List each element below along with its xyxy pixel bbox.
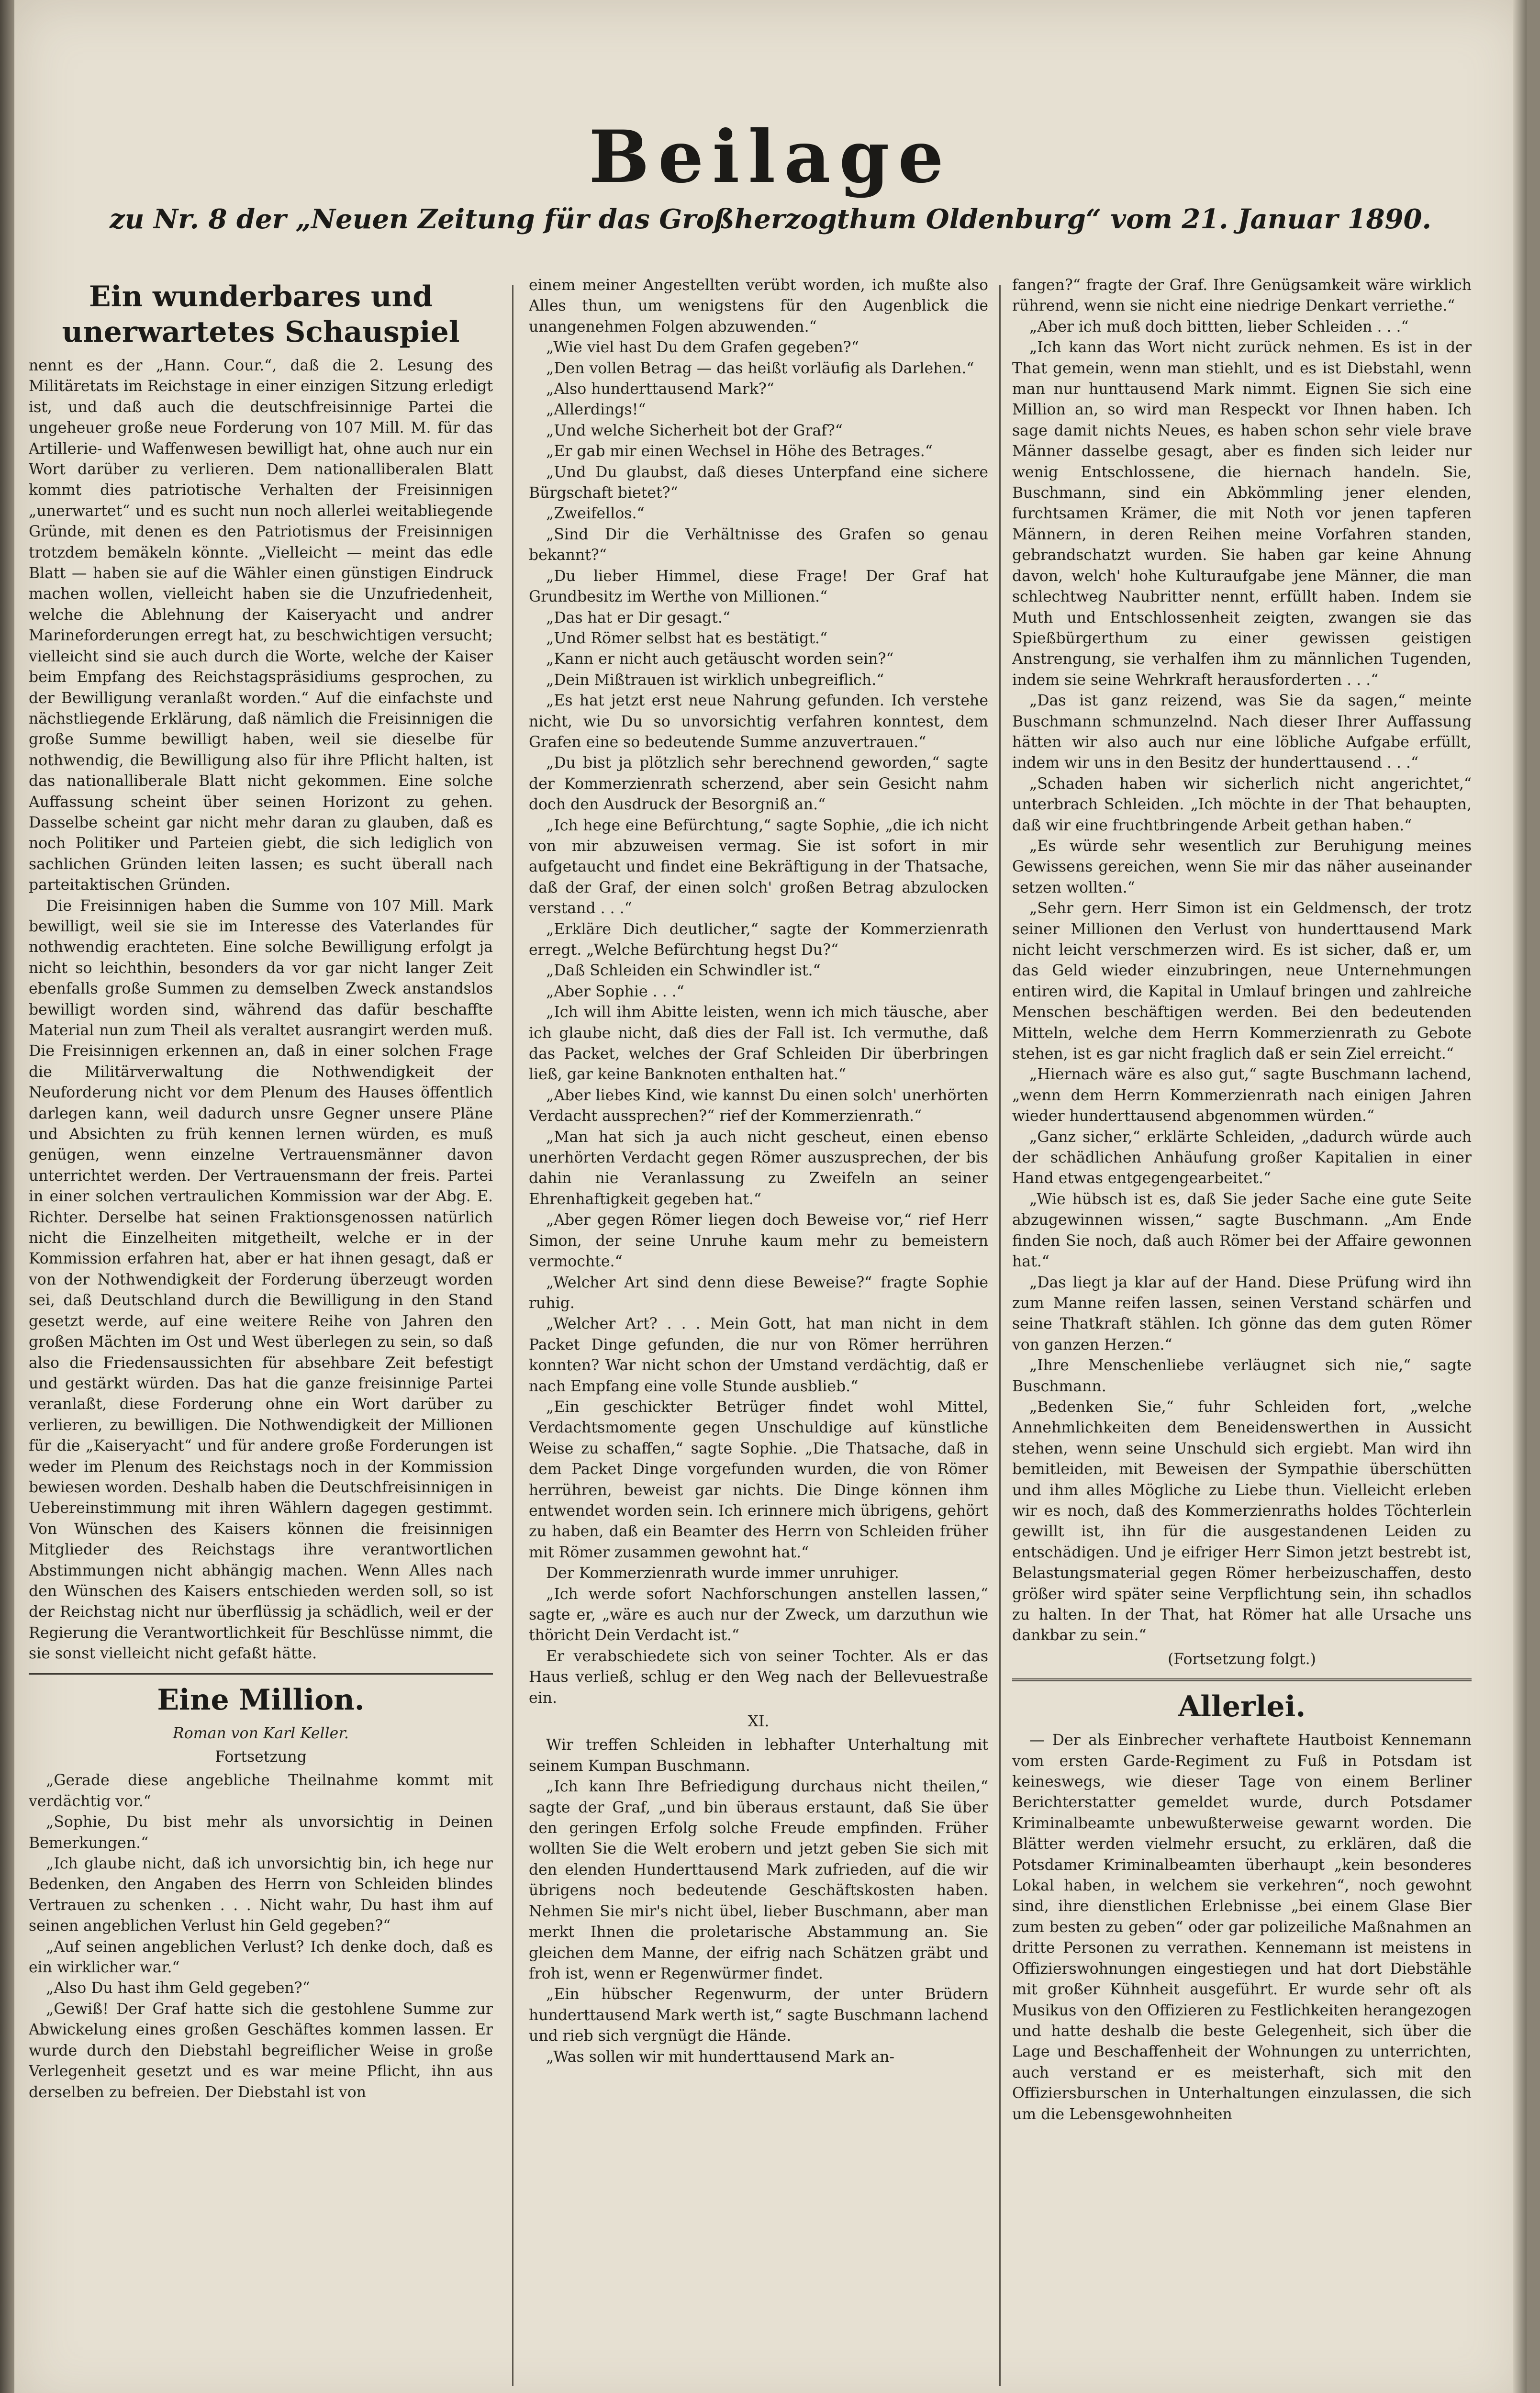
paragraph: „Wie hübsch ist es, daß Sie jeder Sache eine gute Seite abzugewinnen wissen,“ sagte Buschmann. „Am Ende finden Sie noch, daß auch Römer bei der Affaire gewonnen hat.“ [1012, 1190, 1472, 1271]
paragraph: „Aber liebes Kind, wie kannst Du einen solch' unerhörten Verdacht aussprechen?“ rief der Kommerzienrath.“ [529, 1086, 988, 1125]
chapter-number: XI. [748, 1713, 770, 1731]
paragraph: „Ich glaube nicht, daß ich unvorsichtig bin, ich hege nur Bedenken, den Angaben des Herrn von Schleiden blindes Vertrauen zu schenken . . . Nicht wahr, Du hast ihm auf seinen angeblichen Verlust hin Geld gegeben?“ [29, 1855, 493, 1935]
paragraph: einem meiner Angestellten verübt worden, ich mußte also Alles thun, um wenigstens für den Augenblick die unangenehmen Folgen abzuwenden.“ [529, 277, 988, 335]
binding-edge [0, 0, 14, 2393]
paragraph: „Den vollen Betrag — das heißt vorläufig als Darlehen.“ [546, 359, 974, 377]
paragraph: „Welcher Art sind denn diese Beweise?“ fragte Sophie ruhig. [529, 1274, 988, 1312]
column-2 [529, 275, 988, 2391]
column-rule-2 [999, 285, 1001, 2386]
paragraph: „Das ist ganz reizend, was Sie da sagen,“ meinte Buschmann schmunzelnd. Nach dieser Ihrer Auffassung hätten wir also auch nur eine löbliche Aufgabe erfüllt, indem wir uns in den Besitz der hunderttausend . . .“ [1012, 692, 1472, 772]
paragraph: „Was sollen wir mit hunderttausend Mark an- [546, 2048, 895, 2066]
paragraph: — Der als Einbrecher verhaftete Hautboist Kennemann vom ersten Garde-Regiment zu Fuß in Potsdam ist keineswegs, wie dieser Tage von einem Berliner Berichterstatter gemeldet wurde, durch Potsdamer Kriminalbeamte unbewußterweise gewarnt worden. Die Blätter werden vielmehr ersucht, zu erklären, daß die Potsdamer Kriminalbeamten überhaupt „kein besonderes Lokal haben, in welchem sie verkehren“, noch gewohnt sind, ihre dienstlichen Erlebnisse „bei einem Glase Bier zum besten zu geben“ oder gar polizeiliche Maßnahmen an dritte Personen zu verrathen. Kennemann ist meistens in Offizierswohnungen eingestiegen und hat dort Diebstähle mit großer Kühnheit ausgeführt. Er wurde sehr oft als Musikus von den Offizieren zu Festlichkeiten herangezogen und hatte deshalb die beste Gelegenheit, sich über die Lage und Beschaffenheit der Wohnungen zu unterrichten, auch verstand er es meisterhaft, sich mit den Offiziersburschen in Unterhaltungen einzulassen, die sich um die Lebensgewohnheiten [1012, 1732, 1472, 2123]
paragraph: „Ich werde sofort Nachforschungen anstellen lassen,“ sagte er, „wäre es auch nur der Zweck, um darzuthun wie thöricht Dein Verdacht ist.“ [529, 1585, 988, 1644]
paragraph: „Kann er nicht auch getäuscht worden sein?“ [546, 650, 894, 668]
article-title: Ein wunderbares und unerwartetes Schauspiel [62, 280, 460, 349]
paragraph: „Gewiß! Der Graf hatte sich die gestohlene Summe zur Abwickelung eines großen Geschäftes kommen lassen. Er wurde durch den Diebstahl begreiflicher Weise in große Verlegenheit gesetzt und es war meine Pflicht, ihn aus derselben zu befreien. Der Diebstahl ist von [29, 2000, 493, 2101]
paragraph: „Wie viel hast Du dem Grafen gegeben?“ [546, 339, 859, 357]
paragraph: „Ich will ihm Abitte leisten, wenn ich mich täusche, aber ich glaube nicht, daß dies der Fall ist. Ich vermuthe, daß das Packet, welches der Graf Schleiden Dir überbringen ließ, gar keine Banknoten enthalten hat.“ [529, 1004, 988, 1084]
paragraph: fangen?“ fragte der Graf. Ihre Genügsamkeit wäre wirklich rührend, wenn sie nicht eine niedrige Denkart verriethe.“ [1012, 277, 1472, 315]
paragraph: „Hiernach wäre es also gut,“ sagte Buschmann lachend, „wenn dem Herrn Kommerzienrath nach einigen Jahren wieder hunderttausend abgenommen würden.“ [1012, 1066, 1472, 1125]
paragraph: „Ich kann Ihre Befriedigung durchaus nicht theilen,“ sagte der Graf, „und bin überaus erstaunt, daß Sie über den geringen Erfolg solche Freude empfinden. Früher wollten Sie die Welt erobern und jetzt geben Sie sich mit den elenden Hunderttausend Mark zufrieden, auf die wir übrigens noch bedeutende Geschäftskosten haben. Nehmen Sie mir's nicht übel, lieber Buschmann, aber man merkt Ihnen die proletarische Abstammung an. Sie gleichen dem Manne, der eifrig nach Schätzen gräbt und froh ist, wenn er Regenwürmer findet. [529, 1778, 988, 1982]
page-edge [1513, 0, 1527, 2393]
paragraph: „Du lieber Himmel, diese Frage! Der Graf hat Grundbesitz im Werthe von Millionen.“ [529, 567, 988, 606]
article-title: Allerlei. [1178, 1690, 1306, 1724]
paragraph: „Ihre Menschenliebe verläugnet sich nie,“ sagte Buschmann. [1012, 1357, 1472, 1395]
paragraph: Die Freisinnigen haben die Summe von 107 Mill. Mark bewilligt, weil sie sie im Interesse des Vaterlandes für nothwendig erachteten. Eine solche Bewilligung erfolgt ja nicht so leichthin, besonders da vor gar nicht langer Zeit ebenfalls große Summen zu demselben Zweck anstandslos bewilligt worden sind, während das dafür beschaffte Material nun zum Theil als veraltet ausrangirt werden muß. Die Freisinnigen erkennen an, daß in einer solchen Frage die Militärverwaltung die Nothwendigkeit der Neuforderung nicht vor dem Plenum des Hauses öffentlich darlegen kann, weil dadurch unsre Gegner unsere Pläne und Absichten zu früh kennen lernen würden, es muß genügen, wenn einzelne Vertrauensmänner davon unterrichtet werden. Der Vertrauensmann der freis. Partei in einer solchen vertraulichen Kommission war der Abg. E. Richter. Derselbe hat seinen Fraktionsgenossen natürlich nicht die Einzelheiten mitgetheilt, welche er in der Kommission erfahren hat, aber er hat ihnen gesagt, daß er von der Nothwendigkeit der Forderung überzeugt worden sei, daß Deutschland durch die Bewilligung in den Stand gesetzt werde, auf eine weitere Reihe von Jahren den großen Mächten im Ost und West überlegen zu sein, so daß also die Friedensaussichten für absehbare Zeit befestigt und gestärkt würden. Das hat die ganze freisinnige Partei veranlaßt, diese Forderung ohne ein Wort darüber zu verlieren, zu bewilligen. Die Nothwendigkeit der Millionen für die „Kaiseryacht“ und für andere große Forderungen ist weder im Plenum des Reichstags noch in der Kommission bewiesen worden. Deshalb haben die Deutschfreisinnigen in Uebereinstimmung mit ihren Wählern dagegen gestimmt. Von Wünschen des Kaisers können die freisinnigen Mitglieder des Reichstags ihre verantwortlichen Abstimmungen nicht abhängig machen. Wenn Alles nach den Wünschen des Kaisers entschieden werden soll, so ist der Reichstag nicht nur überflüssig ja schädlich, weil er der Regierung die Verantwortlichkeit für Beschlüsse nimmt, die sie sonst vielleicht nicht gefaßt hätte. [29, 897, 493, 1663]
paragraph: „Das hat er Dir gesagt.“ [546, 609, 731, 626]
paragraph: „Es hat jetzt erst neue Nahrung gefunden. Ich verstehe nicht, wie Du so unvorsichtig verfahren konntest, dem Grafen eine so bedeutende Summe anzuvertrauen.“ [529, 692, 988, 751]
to-be-continued: (Fortsetzung folgt.) [1168, 1650, 1316, 1668]
paragraph: „Und welche Sicherheit bot der Graf?“ [546, 422, 843, 439]
column-3 [1012, 275, 1472, 2391]
paragraph: „Daß Schleiden ein Schwindler ist.“ [546, 962, 821, 980]
paragraph: „Welcher Art? . . . Mein Gott, hat man nicht in dem Packet Dinge gefunden, die nur von Römer herrühren konnten? War nicht schon der Umstand verdächtig, daß er nach Empfang eine volle Stunde ausblieb.“ [529, 1315, 988, 1395]
masthead-title: Beilage [589, 115, 952, 199]
paragraph: „Man hat sich ja auch nicht gescheut, einen ebenso unerhörten Verdacht gegen Römer auszusprechen, der bis dahin nie Veranlassung zu Zweifeln an seiner Ehrenhaftigkeit gegeben hat.“ [529, 1128, 988, 1208]
column-rule-1 [512, 285, 513, 2386]
paragraph: „Es würde sehr wesentlich zur Beruhigung meines Gewissens gereichen, wenn Sie mir das näher auseinander setzen wollten.“ [1012, 837, 1472, 896]
paragraph: „Sind Dir die Verhältnisse des Grafen so genau bekannt?“ [529, 526, 988, 564]
paragraph: „Also Du hast ihm Geld gegeben?“ [46, 1979, 310, 1997]
paragraph: Der Kommerzienrath wurde immer unruhiger. [546, 1565, 899, 1582]
paragraph: nennt es der „Hann. Cour.“, daß die 2. Lesung des Militäretats im Reichstage in einer einzigen Sitzung erledigt ist, und daß auch die deutschfreisinnige Partei die ungeheuer große neue Forderung von 107 Mill. M. für das Artillerie- und Waffenwesen bewilligt hat, ohne auch nur ein Wort darüber zu verlieren. Dem nationalliberalen Blatt kommt dies patriotische Verhalten der Freisinnigen „unerwartet“ und es sucht nun noch allerlei weitabliegende Gründe, mit denen es den Patriotismus der Freisinnigen trotzdem bemäkeln könnte. „Vielleicht — meint das edle Blatt — haben sie auf die Wähler einen günstigen Eindruck machen wollen, vielleicht haben sie die Unzufriedenheit, welche die Ablehnung der Kaiseryacht und andrer Marineforderungen erregt hat, zu beschwichtigen versucht; vielleicht sind sie auch durch die Worte, welche der Kaiser beim Empfang des Reichstagspräsidiums gesprochen, zu der Bewilligung veranlaßt worden.“ Auf die einfachste und nächstliegende Erklärung, daß nämlich die Freisinnigen die große Summe bewilligt haben, weil sie dieselbe für nothwendig, die Bewilligung also für ihre Pflicht halten, ist das nationalliberale Blatt nicht gekommen. Eine solche Auffassung scheint über seinen Horizont zu gehen. Dasselbe scheint gar nicht mehr daran zu glauben, daß es noch Politiker und Parteien giebt, die sich lediglich von sachlichen Gründen leiten lassen; es sucht überall nach parteitaktischen Gründen. [29, 357, 493, 894]
paragraph: „Auf seinen angeblichen Verlust? Ich denke doch, daß es ein wirklicher war.“ [29, 1938, 493, 1977]
paragraph: „Er gab mir einen Wechsel in Höhe des Betrages.“ [546, 443, 933, 460]
newspaper-page [14, 0, 1527, 2393]
paragraph: „Das liegt ja klar auf der Hand. Diese Prüfung wird ihn zum Manne reifen lassen, seinen Verstand schärfen und seine Thatkraft stählen. Ich gönne das dem guten Römer von ganzen Herzen.“ [1012, 1274, 1472, 1353]
column-1 [29, 275, 493, 2391]
paragraph: „Und Du glaubst, daß dieses Unterpfand eine sichere Bürgschaft bietet?“ [529, 463, 988, 502]
paragraph: „Erkläre Dich deutlicher,“ sagte der Kommerzienrath erregt. „Welche Befürchtung hegst Du?“ [529, 920, 988, 959]
paragraph: „Sophie, Du bist mehr als unvorsichtig in Deinen Bemerkungen.“ [29, 1813, 493, 1852]
article-title: Eine Million. [157, 1683, 365, 1717]
paragraph: „Aber ich muß doch bittten, lieber Schleiden . . .“ [1029, 318, 1409, 335]
paragraph: „Ich hege eine Befürchtung,“ sagte Sophie, „die ich nicht von mir abzuweisen vermag. Sie ist sofort in mir aufgetaucht und findet eine Bekräftigung in der Thatsache, daß der Graf, der einen solch' großen Betrag abzulocken verstand . . .“ [529, 816, 988, 917]
paragraph: „Zweifellos.“ [546, 505, 645, 523]
paragraph: „Gerade diese angebliche Theilnahme kommt mit verdächtig vor.“ [29, 1772, 493, 1810]
byline: Roman von Karl Keller. [173, 1724, 349, 1742]
paragraph: „Also hunderttausend Mark?“ [546, 380, 774, 398]
paragraph: „Sehr gern. Herr Simon ist ein Geldmensch, der trotz seiner Millionen den Verlust von hunderttausend Mark nicht leicht verschmerzen wird. Es ist sicher, daß er, um das Geld wieder einzubringen, neue Unternehmungen entiren wird, die Kapital in Umlauf bringen und zahlreiche Menschen beschäftigen werden. Bei den bedeutenden Mitteln, welche dem Herrn Kommerzienrath zu Gebote stehen, ist es gar nicht fraglich daß er sein Ziel erreicht.“ [1012, 900, 1472, 1063]
paragraph: „Ich kann das Wort nicht zurück nehmen. Es ist in der That gemein, wenn man stiehlt, und es ist Diebstahl, wenn man nur hunttausend Mark nimmt. Eignen Sie sich eine Million an, so wird man Respeckt vor Ihnen haben. Ich sage damit nichts Neues, es haben schon sehr viele brave Männer dasselbe gesagt, aber es finden sich leider nur wenig Entschlossene, die hiernach handeln. Sie, Buschmann, sind ein Abkömmling jener elenden, furchtsamen Krämer, die mit Noth vor jenen tapferen Männern, in deren Reihen meine Vorfahren standen, gebrandschatzt wurden. Sie haben gar keine Ahnung davon, welch' hohe Kulturaufgabe jene Männer, die man schlechtweg Naubritter nennt, erfüllt haben. Indem sie Muth und Entschlossenheit zeigten, zwangen sie das Spießbürgerthum zu einer gewissen geistigen Anstrengung, sie verhalfen ihm zu männlichen Tugenden, indem sie seine Wehrkraft herausforderten . . .“ [1012, 339, 1472, 689]
paragraph: Wir treffen Schleiden in lebhafter Unterhaltung mit seinem Kumpan Buschmann. [529, 1736, 988, 1775]
paragraph: „Und Römer selbst hat es bestätigt.“ [546, 629, 828, 647]
paragraph: „Allerdings!“ [546, 401, 646, 419]
paragraph: „Ein geschickter Betrüger findet wohl Mittel, Verdachtsmomente gegen Unschuldige auf künstliche Weise zu schaffen,“ sagte Sophie. „Die Thatsache, daß in dem Packet Dinge vorgefunden wurden, die von Römer herrühren, beweist gar nichts. Die Dinge können ihm entwendet worden sein. Ich erinnere mich übrigens, gehört zu haben, daß ein Beamter des Herrn von Schleiden früher mit Römer zusammen gewohnt hat.“ [529, 1398, 988, 1561]
paragraph: „Du bist ja plötzlich sehr berechnend geworden,“ sagte der Kommerzienrath scherzend, aber sein Gesicht nahm doch den Ausdruck der Besorgniß an.“ [529, 754, 988, 814]
paragraph: Er verabschiedete sich von seiner Tochter. Als er das Haus verließ, schlug er den Weg nach der Bellevuestraße ein. [529, 1647, 988, 1707]
paragraph: „Aber Sophie . . .“ [546, 983, 684, 1000]
article-separator [1012, 1678, 1472, 1681]
article-separator [29, 1673, 493, 1675]
paragraph: „Bedenken Sie,“ fuhr Schleiden fort, „welche Annehmlichkeiten dem Beneidenswerthen in Aussicht stehen, wenn seine Unschuld sich ergiebt. Man wird ihn bemitleiden, mit Beweisen der Sympathie überschütten und ihm alles Mögliche zu Liebe thun. Vielleicht erleben wir es noch, daß des Kommerzienraths holdes Töchterlein gewillt ist, ihn für die ausgestandenen Leiden zu entschädigen. Und je eifriger Herr Simon jetzt bestrebt ist, Belastungsmaterial gegen Römer herbeizuschaffen, desto größer wird später seine Verpflichtung sein, ihn schadlos zu halten. In der That, hat Römer hat alle Ursache uns dankbar zu sein.“ [1012, 1398, 1472, 1644]
paragraph: „Ein hübscher Regenwurm, der unter Brüdern hunderttausend Mark werth ist,“ sagte Buschmann lachend und rieb sich vergnügt die Hände. [529, 1986, 988, 2045]
paragraph: „Schaden haben wir sicherlich nicht angerichtet,“ unterbrach Schleiden. „Ich möchte in der That behaupten, daß wir eine fruchtbringende Arbeit gethan haben.“ [1012, 775, 1472, 834]
masthead-subtitle: zu Nr. 8 der „Neuen Zeitung für das Großherzogthum Oldenburg“ vom 21. Januar 1890. [109, 203, 1432, 235]
paragraph: „Ganz sicher,“ erklärte Schleiden, „dadurch würde auch der schädlichen Anhäufung großer Kapitalien in einer Hand etwas entgegengearbeitet.“ [1012, 1128, 1472, 1187]
paragraph: „Aber gegen Römer liegen doch Beweise vor,“ rief Herr Simon, der seine Unruhe kaum mehr zu bemeistern vermochte.“ [529, 1211, 988, 1271]
paragraph: „Dein Mißtrauen ist wirklich unbegreiflich.“ [546, 671, 884, 689]
continuation-note: Fortsetzung [215, 1748, 307, 1766]
